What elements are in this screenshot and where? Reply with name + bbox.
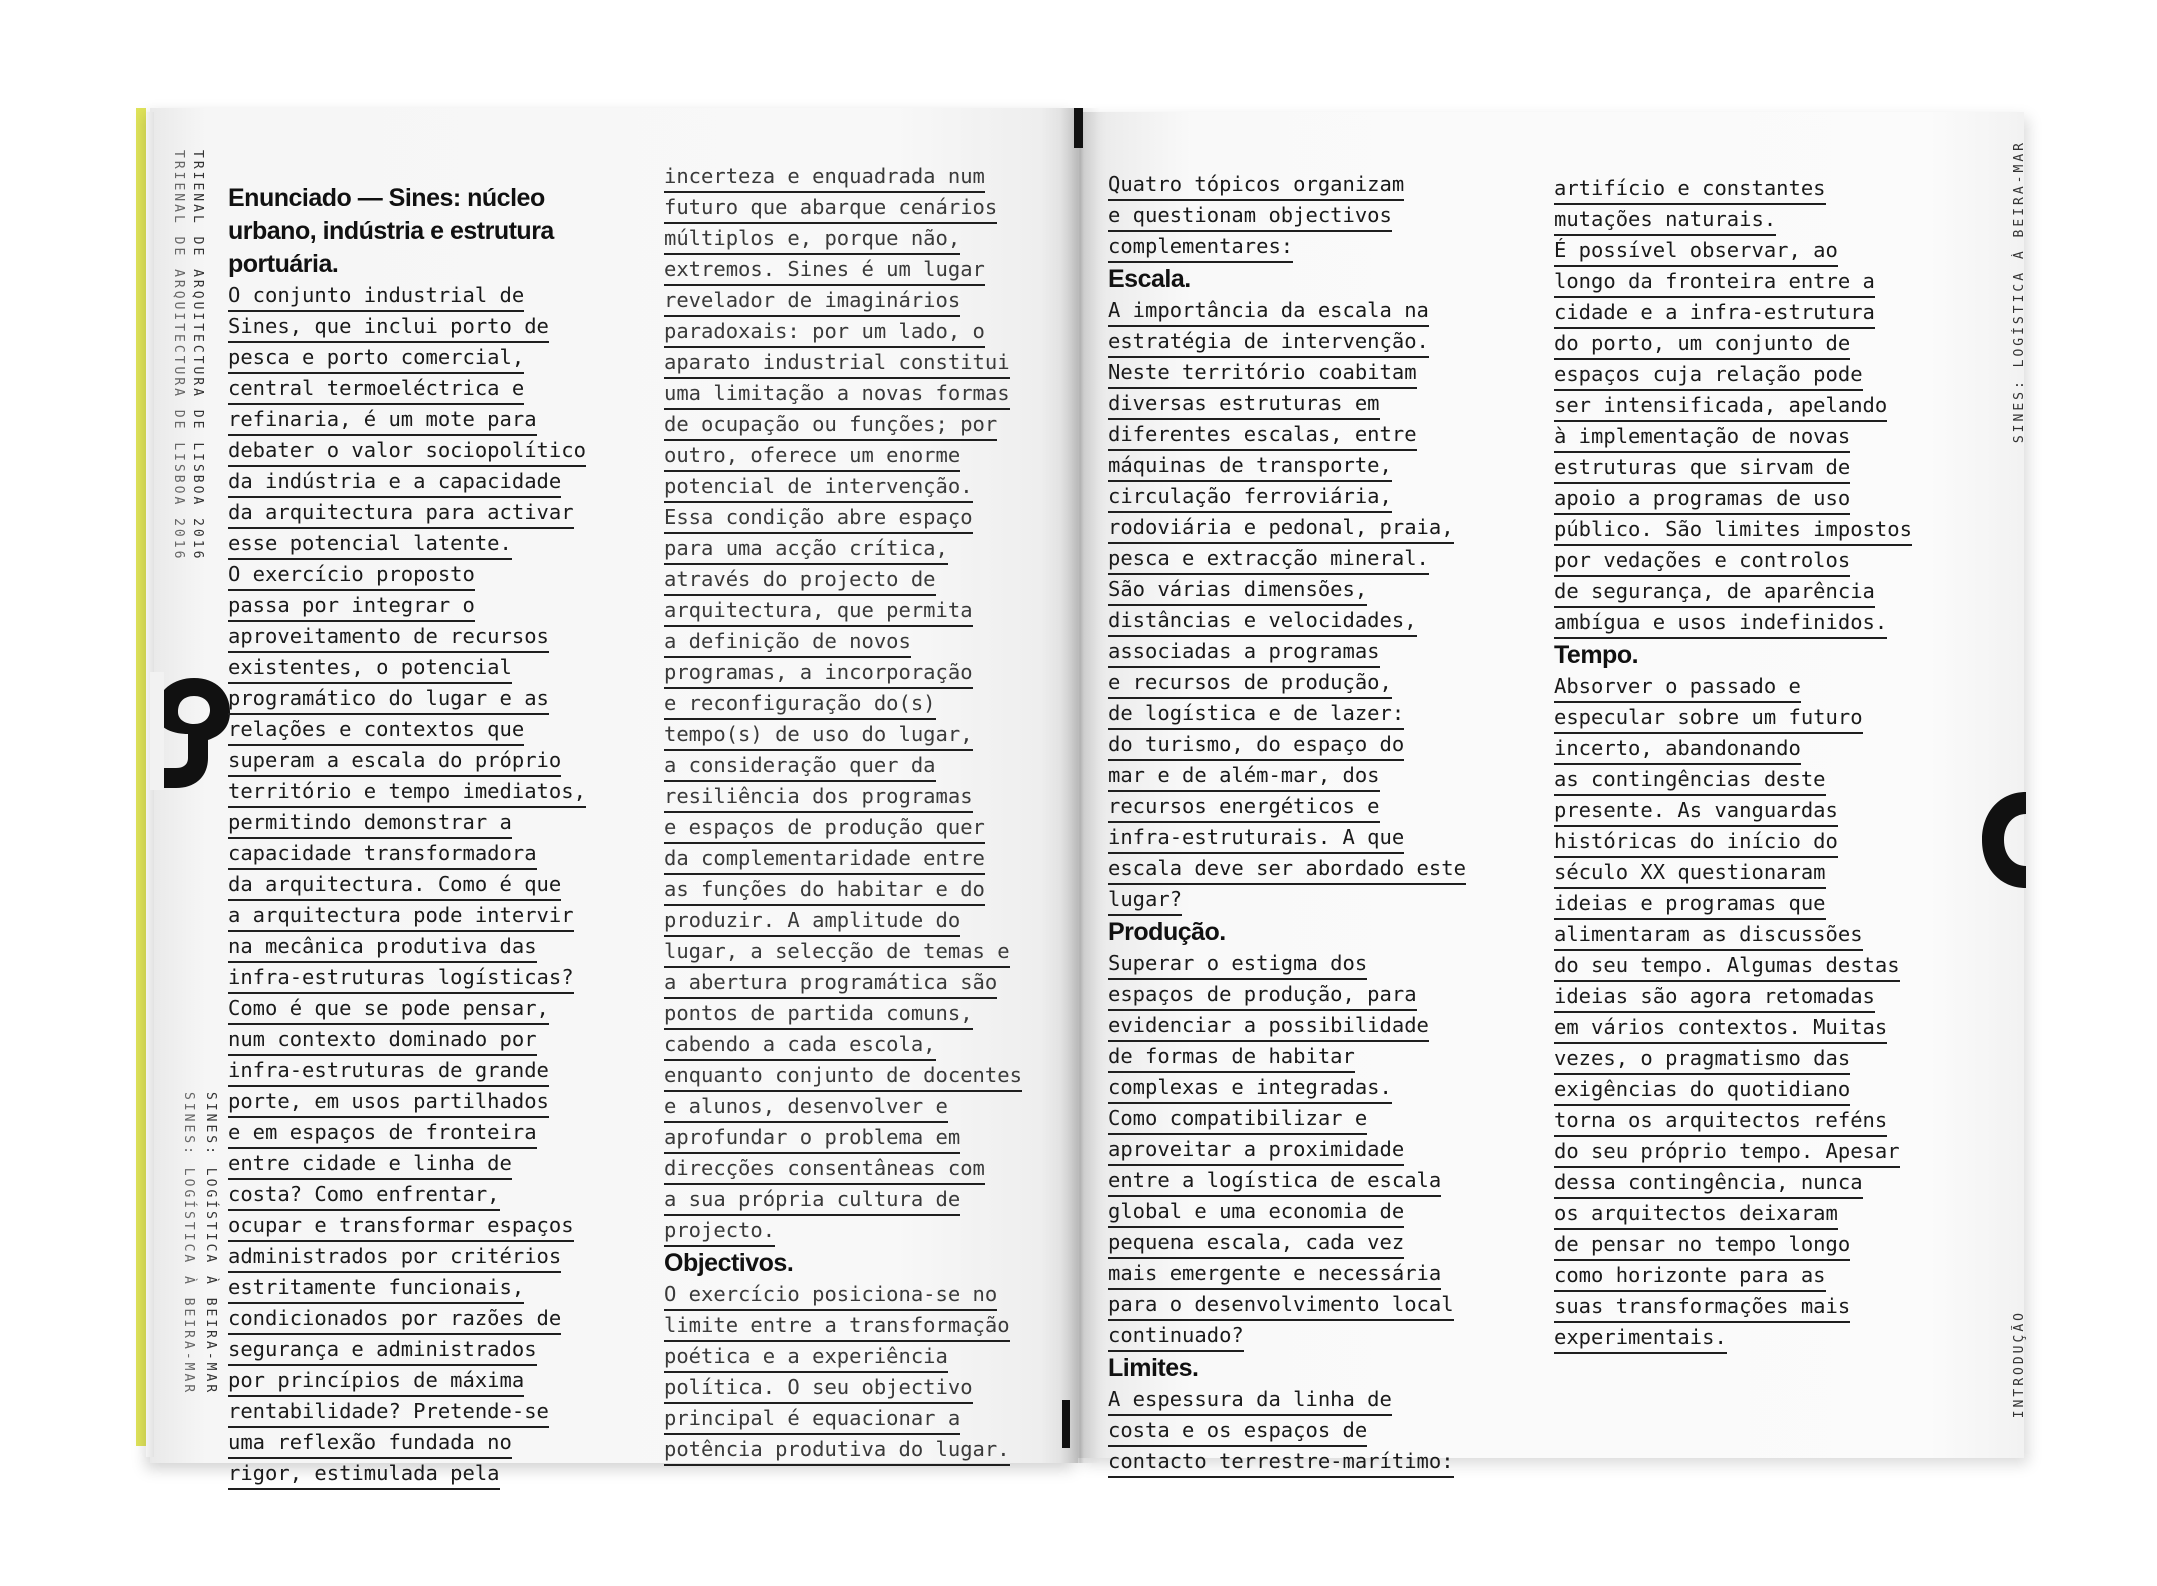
text-line: paradoxais: por um lado, o: [664, 317, 985, 348]
text-line: mar e de além-mar, dos: [1108, 761, 1380, 792]
text-line: outro, oferece um enorme: [664, 441, 960, 472]
text-line: da arquitectura para activar: [228, 498, 574, 529]
text-line: mais emergente e necessária: [1108, 1259, 1441, 1290]
text-line: recursos energéticos e: [1108, 792, 1380, 823]
text-line: O exercício posiciona-se no: [664, 1280, 997, 1311]
left-page-yellow-edge: [136, 108, 146, 1446]
text-line: passa por integrar o: [228, 591, 475, 622]
text-line: relações e contextos que: [228, 715, 524, 746]
text-line: rentabilidade? Pretende-se: [228, 1397, 549, 1428]
text-line: espaços de produção, para: [1108, 980, 1417, 1011]
text-line: artifício e constantes: [1554, 174, 1826, 205]
text-line: política. O seu objectivo: [664, 1373, 973, 1404]
text-line: esse potencial latente.: [228, 529, 512, 560]
text-line: uma limitação a novas formas: [664, 379, 1010, 410]
text-column-4: [1554, 174, 1974, 1354]
section-heading: Escala.: [1108, 265, 1191, 293]
text-line: condicionados por razões de: [228, 1304, 561, 1335]
text-line: O conjunto industrial de: [228, 281, 524, 312]
text-line: vezes, o pragmatismo das: [1554, 1044, 1850, 1075]
text-line: do porto, um conjunto de: [1554, 329, 1850, 360]
text-line: escala deve ser abordado este: [1108, 854, 1466, 885]
text-line: torna os arquitectos reféns: [1554, 1106, 1887, 1137]
text-line: infra-estruturais. A que: [1108, 823, 1404, 854]
text-line: Como é que se pode pensar,: [228, 994, 549, 1025]
text-line: para uma acção crítica,: [664, 534, 948, 565]
text-line: central termoeléctrica e: [228, 374, 524, 405]
text-line: principal é equacionar a: [664, 1404, 960, 1435]
text-line: incerto, abandonando: [1554, 734, 1801, 765]
section-heading: Enunciado — Sines: núcleo urbano, indústria e estrutura portuária.: [228, 184, 554, 278]
text-line: pesca e porto comercial,: [228, 343, 524, 374]
text-line: do turismo, do espaço do: [1108, 730, 1404, 761]
text-line: e reconfiguração do(s): [664, 689, 936, 720]
text-line: ideias são agora retomadas: [1554, 982, 1875, 1013]
text-line: complementares:: [1108, 232, 1293, 263]
text-line: A importância da escala na: [1108, 296, 1429, 327]
decorative-glyph: [150, 672, 230, 790]
section-heading: Limites.: [1108, 1354, 1199, 1382]
text-line: Sines, que inclui porto de: [228, 312, 549, 343]
text-line: pontos de partida comuns,: [664, 999, 973, 1030]
text-line: históricas do início do: [1554, 827, 1838, 858]
text-line: Como compatibilizar e: [1108, 1104, 1367, 1135]
text-line: século XX questionaram: [1554, 858, 1826, 889]
text-line: e recursos de produção,: [1108, 668, 1392, 699]
text-line: ambígua e usos indefinidos.: [1554, 608, 1887, 639]
text-line: uma reflexão fundada no: [228, 1428, 512, 1459]
text-line: aproveitar a proximidade: [1108, 1135, 1404, 1166]
text-line: tempo(s) de uso do lugar,: [664, 720, 973, 751]
text-line: para o desenvolvimento local: [1108, 1290, 1454, 1321]
text-line: do seu próprio tempo. Apesar: [1554, 1137, 1900, 1168]
text-line: num contexto dominado por: [228, 1025, 537, 1056]
text-line: cabendo a cada escola,: [664, 1030, 936, 1061]
text-line: lugar?: [1108, 885, 1182, 916]
running-head: SINES: LOGÍSTICA À BEIRA-MAR: [181, 1092, 196, 1396]
text-line: existentes, o potencial: [228, 653, 512, 684]
text-line: debater o valor sociopolítico: [228, 436, 586, 467]
text-line: aparato industrial constitui: [664, 348, 1010, 379]
gutter-black-mark: [1074, 108, 1083, 148]
text-line: direcções consentâneas com: [664, 1154, 985, 1185]
text-line: produzir. A amplitude do: [664, 906, 960, 937]
text-line: entre cidade e linha de: [228, 1149, 512, 1180]
text-line: ser intensificada, apelando: [1554, 391, 1887, 422]
text-column-2: [664, 162, 1084, 1466]
text-line: as contingências deste: [1554, 765, 1826, 796]
text-line: alimentaram as discussões: [1554, 920, 1863, 951]
text-line: porte, em usos partilhados: [228, 1087, 549, 1118]
text-line: arquitectura, que permita: [664, 596, 973, 627]
text-line: a arquitectura pode intervir: [228, 901, 574, 932]
text-line: em vários contextos. Muitas: [1554, 1013, 1887, 1044]
text-line: máquinas de transporte,: [1108, 451, 1392, 482]
decorative-glyph: [1982, 792, 2026, 888]
section-heading: Objectivos.: [664, 1249, 794, 1277]
text-line: a abertura programática são: [664, 968, 997, 999]
text-line: incerteza e enquadrada num: [664, 162, 985, 193]
text-line: e em espaços de fronteira: [228, 1118, 537, 1149]
text-line: exigências do quotidiano: [1554, 1075, 1850, 1106]
text-line: de pensar no tempo longo: [1554, 1230, 1850, 1261]
text-line: público. São limites impostos: [1554, 515, 1912, 546]
text-line: São várias dimensões,: [1108, 575, 1367, 606]
text-line: administrados por critérios: [228, 1242, 561, 1273]
section-label: INTRODUÇÃO: [2012, 1310, 2027, 1419]
running-head: TRIENAL DE ARQUITECTURA DE LISBOA 2016: [171, 150, 186, 562]
text-line: segurança e administrados: [228, 1335, 537, 1366]
text-line: programático do lugar e as: [228, 684, 549, 715]
text-line: de logística e de lazer:: [1108, 699, 1404, 730]
text-line: de segurança, de aparência: [1554, 577, 1875, 608]
text-line: ideias e programas que: [1554, 889, 1826, 920]
text-line: continuado?: [1108, 1321, 1244, 1352]
text-line: costa? Como enfrentar,: [228, 1180, 500, 1211]
text-line: entre a logística de escala: [1108, 1166, 1441, 1197]
text-line: à implementação de novas: [1554, 422, 1850, 453]
text-line: infra-estruturas logísticas?: [228, 963, 574, 994]
text-line: e questionam objectivos: [1108, 201, 1392, 232]
text-line: potencial de intervenção.: [664, 472, 973, 503]
text-line: da arquitectura. Como é que: [228, 870, 561, 901]
text-line: na mecânica produtiva das: [228, 932, 537, 963]
text-line: especular sobre um futuro: [1554, 703, 1863, 734]
text-line: aproveitamento de recursos: [228, 622, 549, 653]
running-head: TRIENAL DE ARQUITECTURA DE LISBOA 2016: [190, 150, 205, 562]
text-line: distâncias e velocidades,: [1108, 606, 1417, 637]
text-line: refinaria, é um mote para: [228, 405, 537, 436]
text-line: a consideração quer da: [664, 751, 936, 782]
text-line: experimentais.: [1554, 1323, 1727, 1354]
text-column-3: [1108, 170, 1528, 1478]
text-line: diversas estruturas em: [1108, 389, 1380, 420]
text-line: permitindo demonstrar a: [228, 808, 512, 839]
text-line: complexas e integradas.: [1108, 1073, 1392, 1104]
text-line: e alunos, desenvolver e: [664, 1092, 948, 1123]
text-line: enquanto conjunto de docentes: [664, 1061, 1022, 1092]
text-line: projecto.: [664, 1216, 775, 1247]
text-line: espaços cuja relação pode: [1554, 360, 1863, 391]
text-line: rodoviária e pedonal, praia,: [1108, 513, 1454, 544]
text-line: Quatro tópicos organizam: [1108, 170, 1404, 201]
text-line: os arquitectos deixaram: [1554, 1199, 1838, 1230]
text-line: e espaços de produção quer: [664, 813, 985, 844]
text-line: Absorver o passado e: [1554, 672, 1801, 703]
text-line: infra-estruturas de grande: [228, 1056, 549, 1087]
text-line: a sua própria cultura de: [664, 1185, 960, 1216]
text-line: da complementaridade entre: [664, 844, 985, 875]
text-line: capacidade transformadora: [228, 839, 537, 870]
text-line: potência produtiva do lugar.: [664, 1435, 1010, 1466]
text-line: superam a escala do próprio: [228, 746, 561, 777]
text-line: dessa contingência, nunca: [1554, 1168, 1863, 1199]
text-line: do seu tempo. Algumas destas: [1554, 951, 1900, 982]
text-line: estruturas que sirvam de: [1554, 453, 1850, 484]
text-line: mutações naturais.: [1554, 205, 1776, 236]
text-line: A espessura da linha de: [1108, 1385, 1392, 1416]
running-head: SINES: LOGÍSTICA À BEIRA-MAR: [2012, 140, 2027, 444]
section-heading: Tempo.: [1554, 641, 1639, 669]
text-line: programas, a incorporação: [664, 658, 973, 689]
text-line: território e tempo imediatos,: [228, 777, 586, 808]
text-line: diferentes escalas, entre: [1108, 420, 1417, 451]
text-line: costa e os espaços de: [1108, 1416, 1367, 1447]
text-line: apoio a programas de uso: [1554, 484, 1850, 515]
text-line: da indústria e a capacidade: [228, 467, 561, 498]
text-line: ocupar e transformar espaços: [228, 1211, 574, 1242]
text-column-1: [228, 182, 648, 1490]
text-line: por princípios de máxima: [228, 1366, 524, 1397]
text-line: evidenciar a possibilidade: [1108, 1011, 1429, 1042]
text-line: associadas a programas: [1108, 637, 1380, 668]
text-line: cidade e a infra-estrutura: [1554, 298, 1875, 329]
text-line: presente. As vanguardas: [1554, 796, 1838, 827]
text-line: de ocupação ou funções; por: [664, 410, 997, 441]
text-line: por vedações e controlos: [1554, 546, 1850, 577]
text-line: múltiplos e, porque não,: [664, 224, 960, 255]
text-line: circulação ferroviária,: [1108, 482, 1392, 513]
text-line: as funções do habitar e do: [664, 875, 985, 906]
text-line: aprofundar o problema em: [664, 1123, 960, 1154]
text-line: lugar, a selecção de temas e: [664, 937, 1010, 968]
text-line: suas transformações mais: [1554, 1292, 1850, 1323]
text-line: O exercício proposto: [228, 560, 475, 591]
text-line: contacto terrestre-marítimo:: [1108, 1447, 1454, 1478]
text-line: rigor, estimulada pela: [228, 1459, 500, 1490]
text-line: a definição de novos: [664, 627, 911, 658]
text-line: futuro que abarque cenários: [664, 193, 997, 224]
text-line: como horizonte para as: [1554, 1261, 1826, 1292]
text-line: Neste território coabitam: [1108, 358, 1417, 389]
text-line: poética e a experiência: [664, 1342, 948, 1373]
text-line: estratégia de intervenção.: [1108, 327, 1429, 358]
text-line: Essa condição abre espaço: [664, 503, 973, 534]
text-line: de formas de habitar: [1108, 1042, 1355, 1073]
section-heading: Produção.: [1108, 918, 1226, 946]
text-line: revelador de imaginários: [664, 286, 960, 317]
running-head: SINES: LOGÍSTICA À BEIRA-MAR: [203, 1092, 218, 1396]
text-line: resiliência dos programas: [664, 782, 973, 813]
text-line: pesca e extracção mineral.: [1108, 544, 1429, 575]
text-line: extremos. Sines é um lugar: [664, 255, 985, 286]
text-line: pequena escala, cada vez: [1108, 1228, 1404, 1259]
text-line: longo da fronteira entre a: [1554, 267, 1875, 298]
text-line: através do projecto de: [664, 565, 936, 596]
text-line: É possível observar, ao: [1554, 236, 1838, 267]
text-line: limite entre a transformação: [664, 1311, 1010, 1342]
text-line: estritamente funcionais,: [228, 1273, 524, 1304]
text-line: Superar o estigma dos: [1108, 949, 1367, 980]
text-line: global e uma economia de: [1108, 1197, 1404, 1228]
